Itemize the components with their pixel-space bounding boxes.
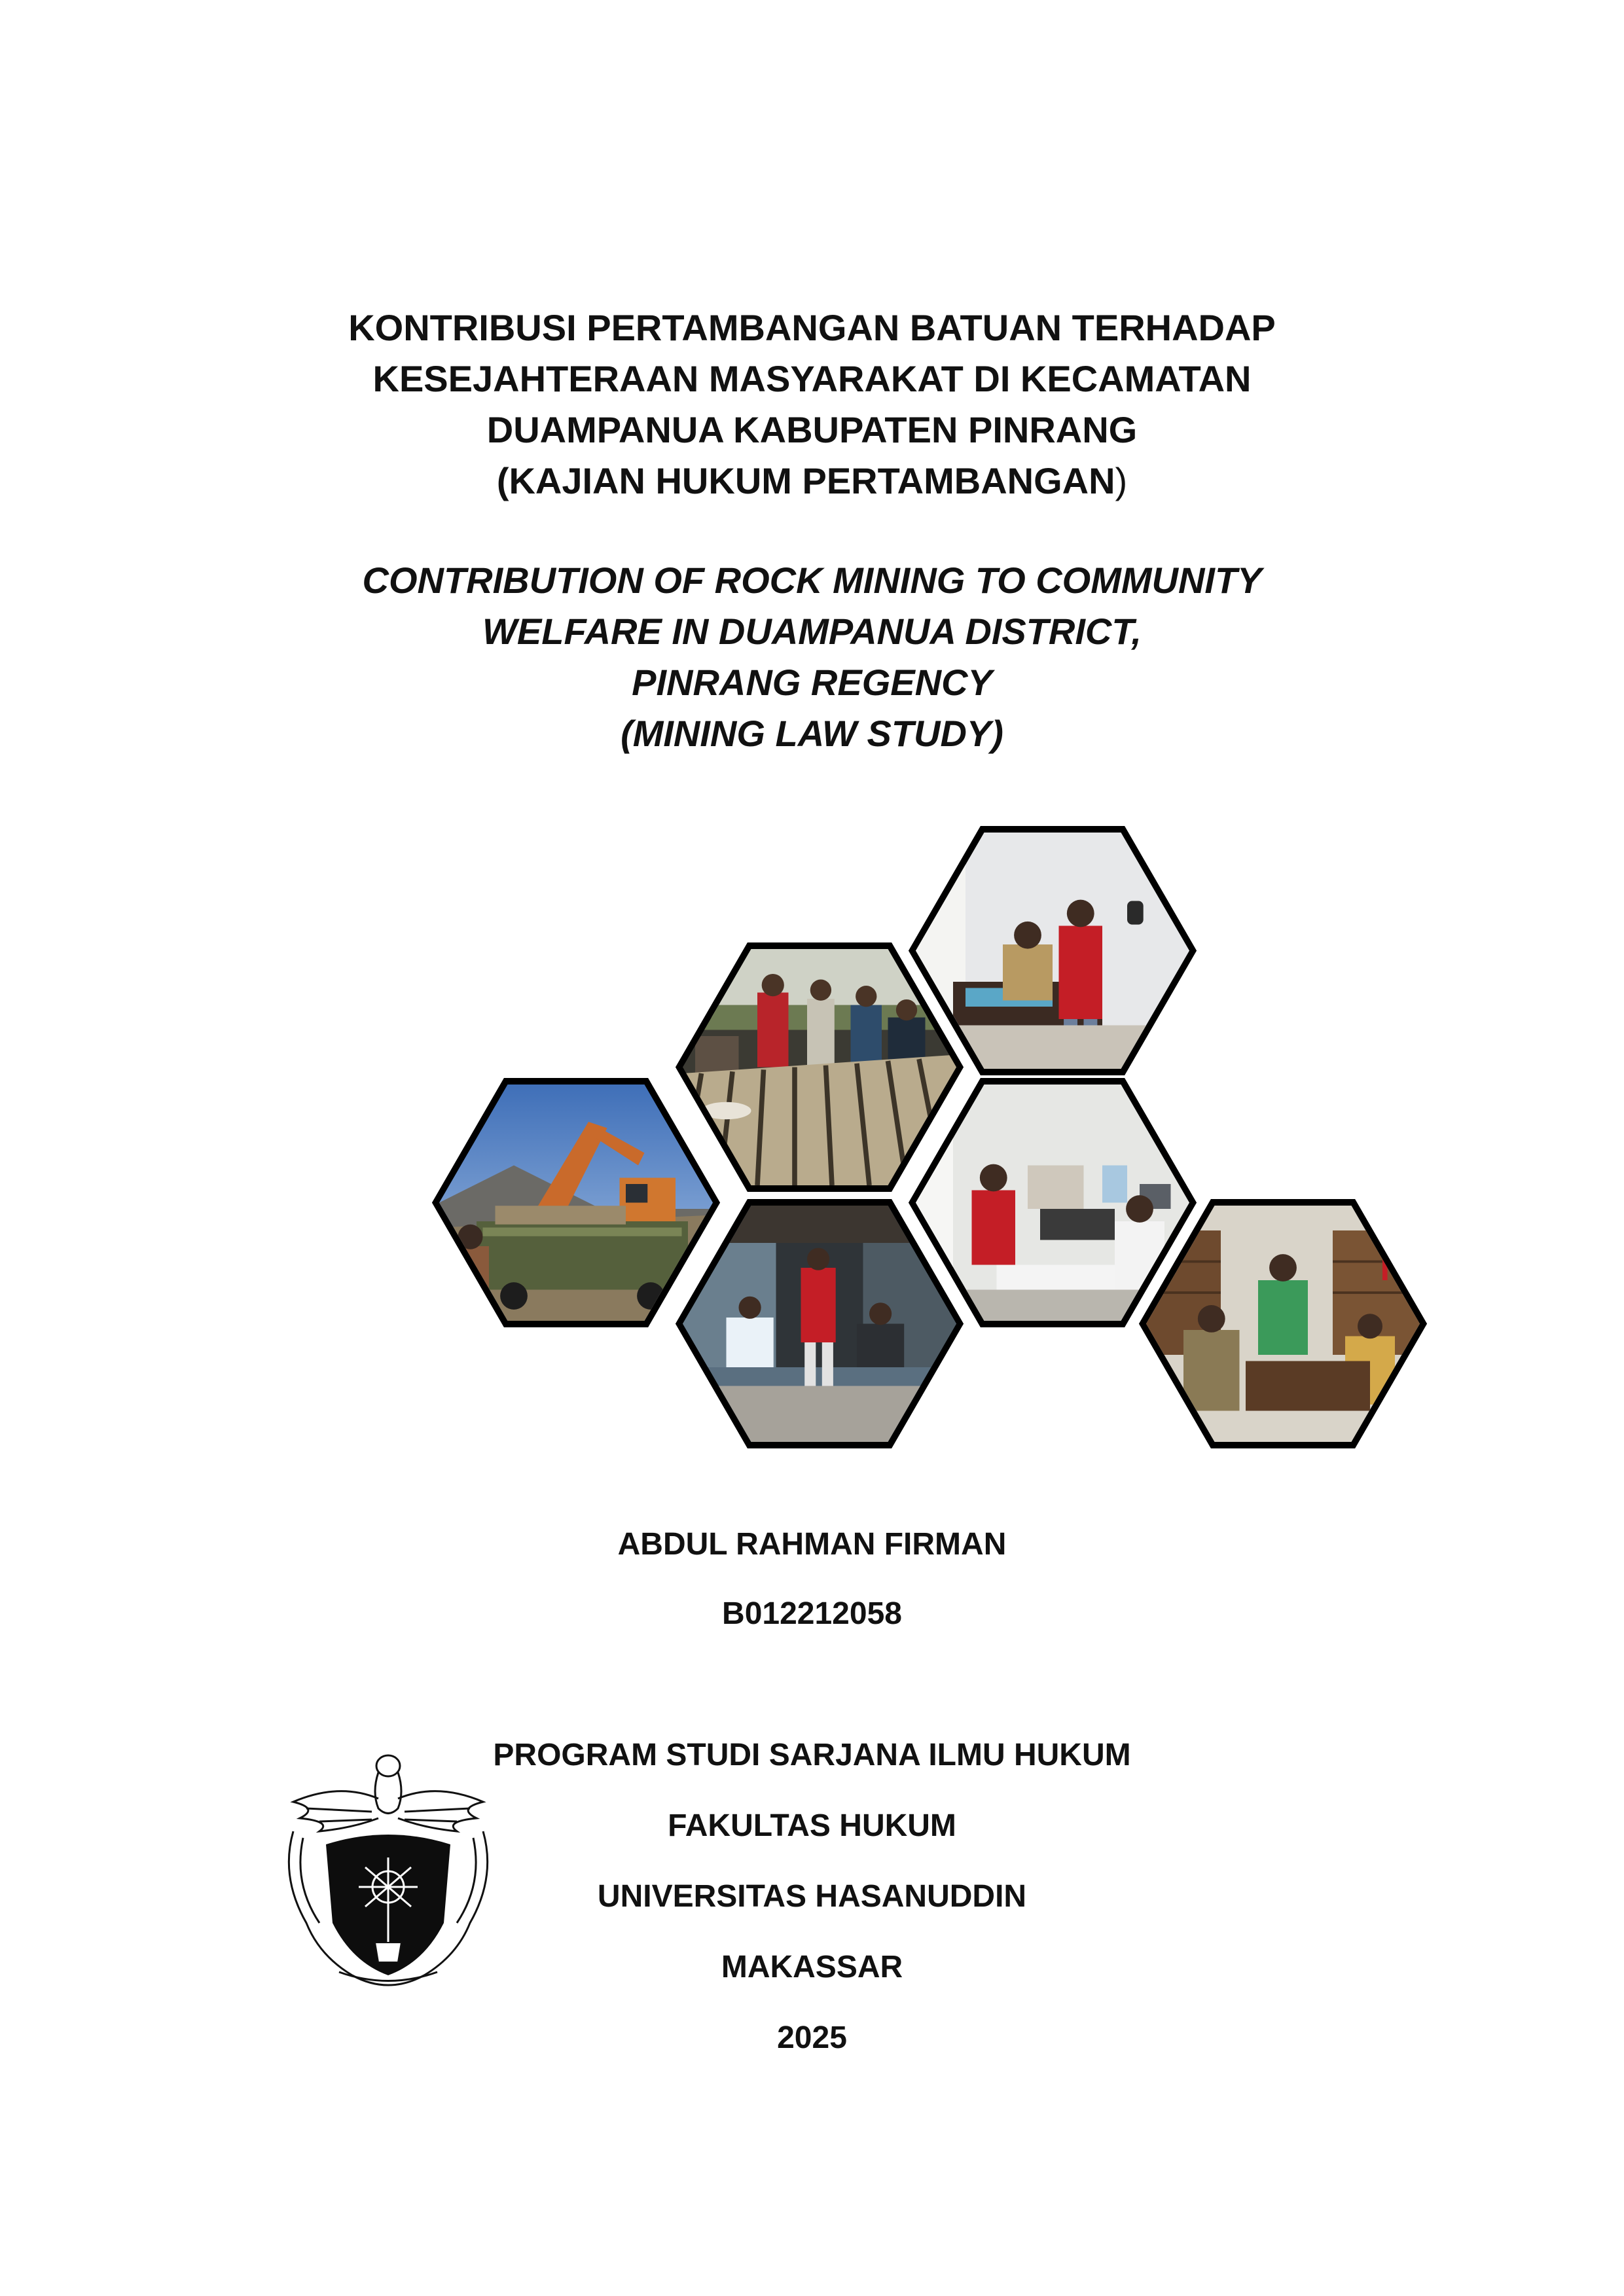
title-en-line-1: CONTRIBUTION OF ROCK MINING TO COMMUNITY — [362, 560, 1262, 601]
title-id-line-1: KONTRIBUSI PERTAMBANGAN BATUAN TERHADAP — [348, 307, 1276, 348]
photo-collage — [432, 826, 1427, 1448]
title-en-line-3: PINRANG REGENCY — [632, 662, 992, 703]
photo-office-meeting — [1139, 1199, 1427, 1448]
faculty: FAKULTAS HUKUM — [668, 1808, 956, 1843]
title-id-closing-paren: ) — [1115, 460, 1128, 501]
city: MAKASSAR — [721, 1950, 903, 1984]
title-id-line-2: KESEJAHTERAAN MASYARAKAT DI KECAMATAN — [372, 358, 1252, 399]
photo-office-visit — [909, 826, 1197, 1075]
title-en-line-4: (MINING LAW STUDY) — [621, 713, 1003, 754]
student-id: B012212058 — [722, 1596, 902, 1631]
title-id-line-4-text: (KAJIAN HUKUM PERTAMBANGAN — [496, 460, 1115, 501]
title-id-line-3: DUAMPANUA KABUPATEN PINRANG — [486, 409, 1138, 450]
title-indonesian — [0, 302, 1624, 507]
title-id-line-4 — [0, 456, 1624, 507]
author-name: ABDUL RAHMAN FIRMAN — [617, 1527, 1007, 1562]
title-english — [0, 555, 1624, 759]
study-program: PROGRAM STUDI SARJANA ILMU HUKUM — [493, 1738, 1131, 1772]
institution-block — [0, 1736, 1624, 2089]
year: 2025 — [777, 2020, 847, 2055]
university: UNIVERSITAS HASANUDDIN — [597, 1879, 1027, 1914]
title-en-line-2: WELFARE IN DUAMPANUA DISTRICT, — [482, 611, 1142, 652]
